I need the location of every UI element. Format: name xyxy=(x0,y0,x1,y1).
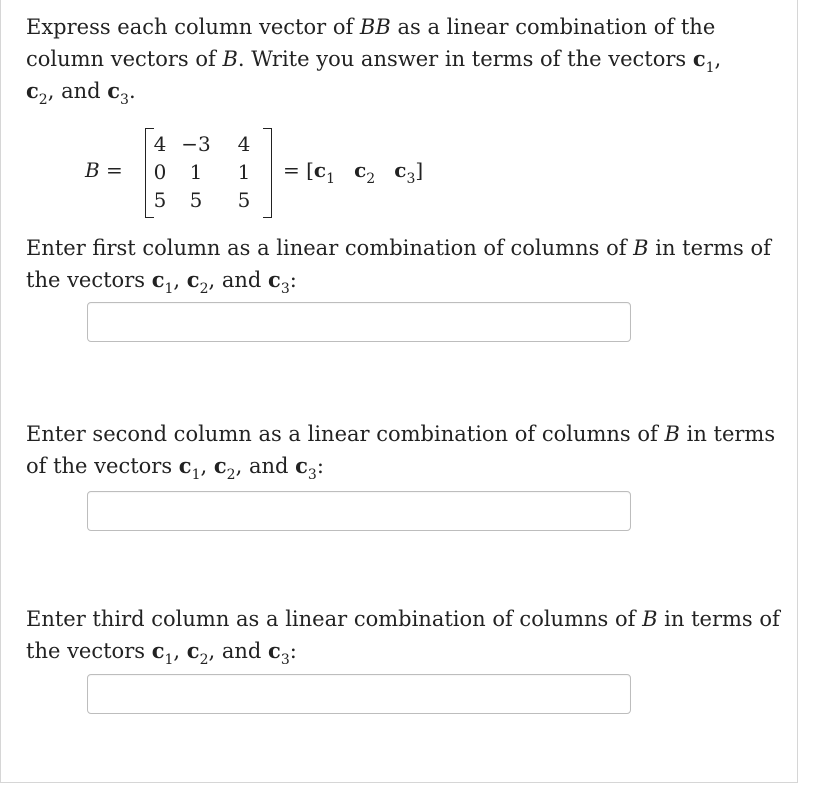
separator: , and xyxy=(47,79,108,103)
matrix-cell: 4 xyxy=(237,132,251,156)
second-column-answer-input[interactable] xyxy=(87,491,631,531)
separator: , and xyxy=(235,454,296,478)
vector-c2: c xyxy=(213,453,227,478)
equals-sign: = xyxy=(99,158,123,182)
colon: : xyxy=(316,454,324,478)
question-text: Enter third column as a linear combination of columns of xyxy=(26,607,643,631)
vector-c1: c xyxy=(178,453,192,478)
math-b: B xyxy=(633,236,649,260)
subscript: 1 xyxy=(164,281,174,298)
question-text: in terms of the vectors xyxy=(26,607,780,663)
intro-text: as a linear combination of the column vectors of xyxy=(26,15,716,71)
vector-c3: c xyxy=(394,158,407,182)
subscript: 3 xyxy=(280,652,290,669)
matrix-row xyxy=(149,158,267,186)
math-b: B xyxy=(664,422,680,446)
matrix-cell: −3 xyxy=(181,132,211,156)
matrix-cell: 1 xyxy=(189,160,203,184)
subscript: 1 xyxy=(705,60,715,77)
separator: , xyxy=(714,47,722,71)
vector-c3: c xyxy=(295,453,308,478)
equals-open-bracket: = [ xyxy=(283,158,314,182)
column-vector-list xyxy=(283,158,424,187)
problem-statement xyxy=(26,11,746,107)
question-text: Enter first column as a linear combination of columns of xyxy=(26,236,634,260)
math-b: B xyxy=(85,158,100,182)
vector-c2: c xyxy=(354,158,367,182)
math-b: B xyxy=(642,607,658,631)
question-first-column xyxy=(26,232,786,296)
vector-c2: c xyxy=(186,267,200,292)
matrix-equation xyxy=(1,128,799,218)
subscript: 1 xyxy=(326,171,336,187)
matrix-label xyxy=(85,158,123,182)
math-b: B xyxy=(222,47,238,71)
matrix-cell: 5 xyxy=(189,188,203,212)
subscript: 2 xyxy=(226,467,236,484)
intro-text: Express each column vector of xyxy=(26,15,360,39)
separator: , xyxy=(173,268,187,292)
vector-c3: c xyxy=(107,78,121,103)
question-second-column xyxy=(26,418,786,482)
matrix-cell: 0 xyxy=(153,160,167,184)
question-text: Enter second column as a linear combination of columns of xyxy=(26,422,665,446)
vector-c1: c xyxy=(313,158,327,182)
vector-c1: c xyxy=(151,267,165,292)
period: . xyxy=(128,79,136,103)
vector-c1: c xyxy=(692,46,706,71)
separator: , and xyxy=(208,268,269,292)
matrix-row xyxy=(149,186,267,214)
separator: , xyxy=(173,639,187,663)
matrix-row xyxy=(149,130,267,158)
subscript: 1 xyxy=(164,652,174,669)
third-column-answer-input[interactable] xyxy=(87,674,631,714)
matrix-cell: 4 xyxy=(153,132,167,156)
matrix-cell: 5 xyxy=(153,188,167,212)
question-third-column xyxy=(26,603,786,667)
first-column-answer-input[interactable] xyxy=(87,302,631,342)
subscript: 3 xyxy=(120,92,129,109)
subscript: 3 xyxy=(406,171,416,187)
subscript: 3 xyxy=(280,281,290,298)
colon: : xyxy=(289,639,297,663)
matrix-right-bracket xyxy=(263,128,272,218)
colon: : xyxy=(289,268,297,292)
vector-c3: c xyxy=(268,638,281,663)
subscript: 3 xyxy=(307,467,317,484)
separator: , and xyxy=(208,639,269,663)
matrix-cell: 1 xyxy=(237,160,251,184)
intro-text: . Write you answer in terms of the vectors xyxy=(237,47,693,71)
matrix-cell: 5 xyxy=(237,188,251,212)
question-text: in terms of the vectors xyxy=(26,422,776,478)
subscript: 2 xyxy=(366,171,376,187)
vector-c1: c xyxy=(151,638,165,663)
close-bracket: ] xyxy=(415,158,424,182)
separator: , xyxy=(200,454,214,478)
math-bb: BB xyxy=(359,15,391,39)
subscript: 1 xyxy=(191,467,201,484)
matrix-grid xyxy=(149,130,267,214)
vector-c2: c xyxy=(26,78,39,103)
subscript: 2 xyxy=(38,92,48,109)
subscript: 2 xyxy=(199,281,209,298)
vector-c3: c xyxy=(268,267,281,292)
subscript: 2 xyxy=(199,652,209,669)
vector-c2: c xyxy=(186,638,200,663)
question-text: in terms of the vectors xyxy=(26,236,771,292)
